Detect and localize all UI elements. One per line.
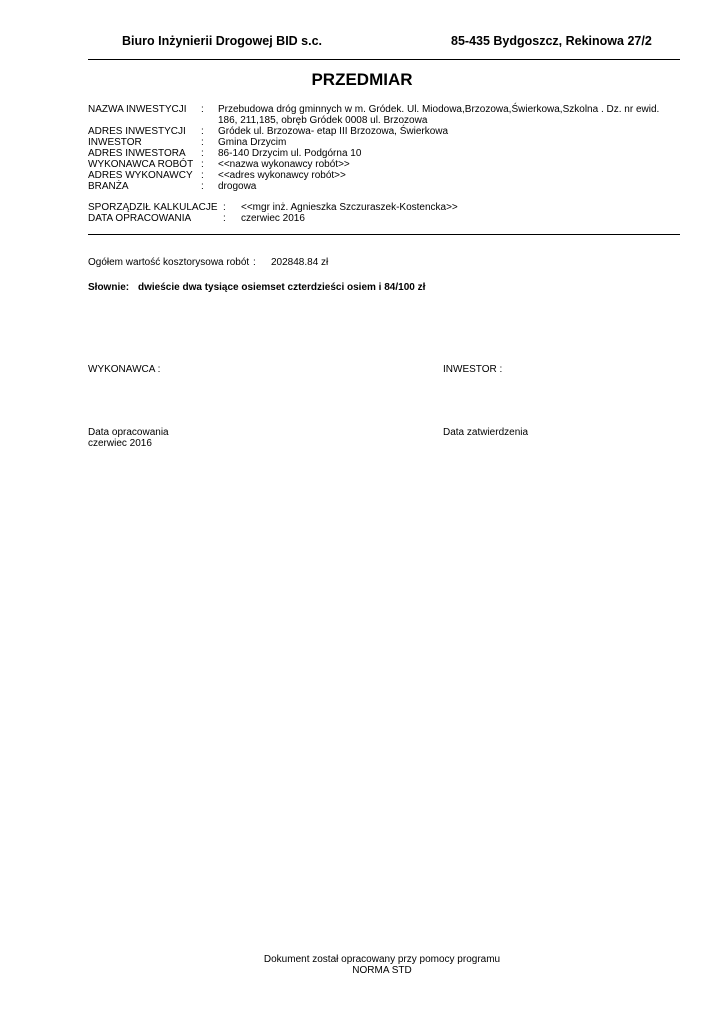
info-label: WYKONAWCA ROBÓT: [88, 159, 194, 170]
info-colon: :: [201, 170, 204, 181]
calc-colon: :: [223, 202, 226, 213]
info-label: NAZWA INWESTYCJI: [88, 104, 187, 115]
total-colon: :: [253, 257, 256, 268]
calc-value: czerwiec 2016: [241, 213, 305, 224]
total-value: 202848.84 zł: [271, 257, 329, 268]
info-value: <<adres wykonawcy robót>>: [218, 170, 346, 181]
approval-date-label: Data zatwierdzenia: [443, 427, 529, 438]
company-name: Biuro Inżynierii Drogowej BID s.c.: [122, 34, 323, 48]
total-label: Ogółem wartość kosztorysowa robót: [88, 257, 250, 268]
investor-label: INWESTOR :: [443, 364, 503, 375]
page-title: PRZEDMIAR: [311, 70, 413, 89]
info-label: ADRES INWESTORA: [88, 148, 186, 159]
info-value: Gmina Drzycim: [218, 137, 287, 148]
info-label: BRANŻA: [88, 181, 129, 192]
words-value: dwieście dwa tysiące osiemset czterdzieści osiem i 84/100 zł: [138, 282, 426, 293]
prepared-date-value: czerwiec 2016: [88, 438, 152, 449]
footer-line-2: NORMA STD: [352, 965, 412, 976]
info-colon: :: [201, 104, 204, 115]
footer-line-1: Dokument został opracowany przy pomocy programu: [263, 954, 501, 965]
info-value: drogowa: [218, 181, 257, 192]
info-colon: :: [201, 159, 204, 170]
calc-value: <<mgr inż. Agnieszka Szczuraszek-Kostencka>>: [241, 202, 458, 213]
info-value: 86-140 Drzycim ul. Podgórna 10: [218, 148, 362, 159]
calc-label: DATA OPRACOWANIA: [88, 213, 192, 224]
header-divider: [88, 59, 680, 60]
info-colon: :: [201, 137, 204, 148]
company-address: 85-435 Bydgoszcz, Rekinowa 27/2: [451, 34, 652, 48]
info-label: INWESTOR: [88, 137, 142, 148]
calc-label: SPORZĄDZIŁ KALKULACJE: [88, 202, 218, 213]
words-label: Słownie:: [88, 282, 130, 293]
info-colon: :: [201, 181, 204, 192]
info-colon: :: [201, 148, 204, 159]
info-colon: :: [201, 126, 204, 137]
section-divider: [88, 234, 680, 235]
prepared-date-label: Data opracowania: [88, 427, 169, 438]
info-value: Przebudowa dróg gminnych w m. Gródek. Ul. Miodowa,Brzozowa,Świerkowa,Szkolna . Dz. nr ewid. 186, 211,185, obręb Gródek 0008 ul. Brzozowa: [218, 104, 660, 126]
calc-colon: :: [223, 213, 226, 224]
info-label: ADRES INWESTYCJI: [88, 126, 186, 137]
info-value: <<nazwa wykonawcy robót>>: [218, 159, 350, 170]
info-label: ADRES WYKONAWCY: [88, 170, 193, 181]
info-value: Gródek ul. Brzozowa- etap III Brzozowa, Świerkowa: [218, 126, 449, 137]
contractor-label: WYKONAWCA :: [88, 364, 161, 375]
